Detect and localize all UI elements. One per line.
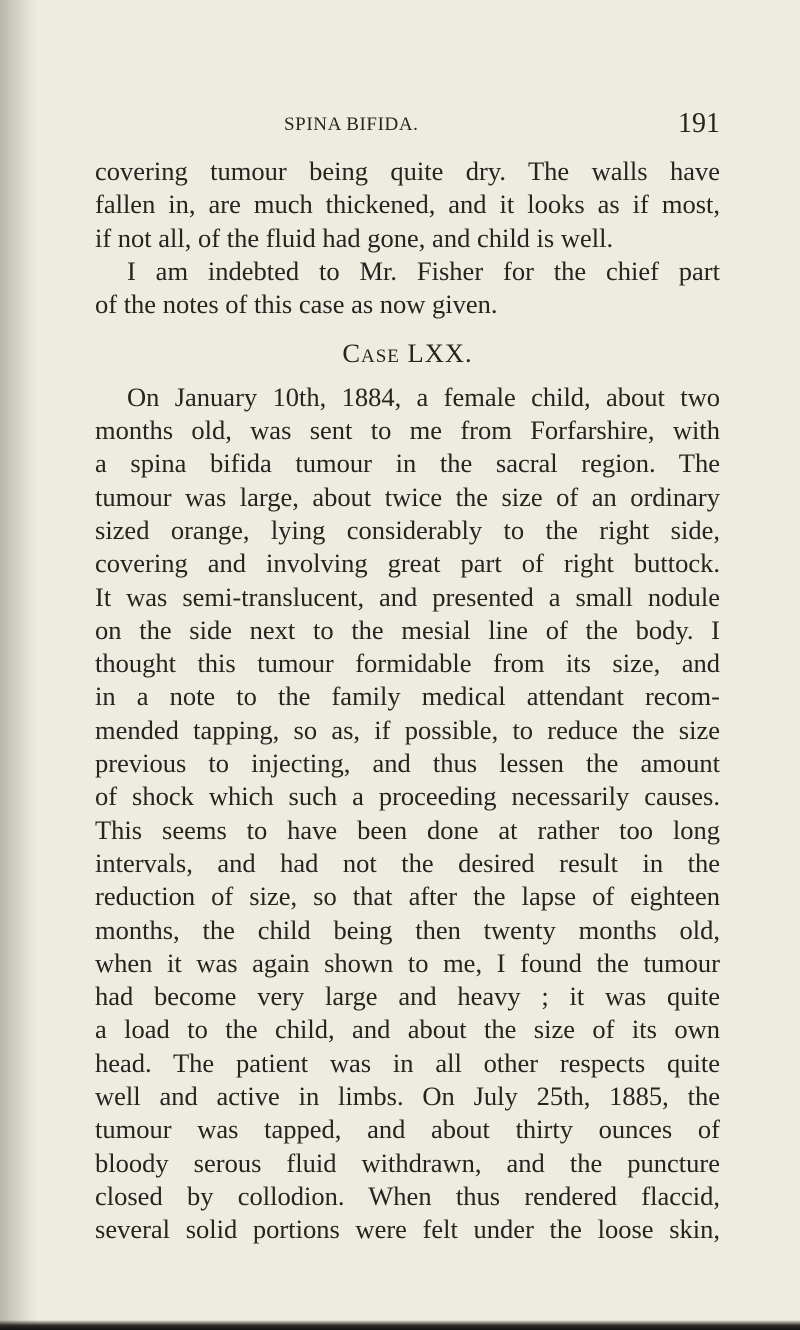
page-bottom-edge (0, 1320, 800, 1330)
text-line: a spina bifida tumour in the sacral region. The (95, 448, 720, 479)
text-line: on the side next to the mesial line of the body. I (95, 614, 720, 645)
text-line: when it was again shown to me, I found the tumour (95, 947, 720, 978)
text-line: several solid portions were felt under the loose skin, (95, 1214, 720, 1245)
text-line: tumour was tapped, and about thirty ounces of (95, 1114, 720, 1145)
text-line: months old, was sent to me from Forfarshire, with (95, 415, 720, 446)
running-title: SPINA BIFIDA. (284, 114, 419, 135)
text-line: This seems to have been done at rather too long (95, 814, 720, 845)
text-line: a load to the child, and about the size of its own (95, 1014, 720, 1045)
text-line: covering and involving great part of right buttock. (95, 548, 720, 579)
body-text (95, 155, 720, 1247)
text-line: had become very large and heavy ; it was quite (95, 981, 720, 1012)
text-line: It was semi-translucent, and presented a small nodule (95, 581, 720, 612)
text-line: previous to injecting, and thus lessen the amount (95, 748, 720, 779)
text-line: On January 10th, 1884, a female child, about two (127, 381, 720, 412)
text-line: months, the child being then twenty months old, (95, 914, 720, 945)
running-head (95, 108, 720, 142)
page-number: 191 (678, 108, 720, 139)
text-line: tumour was large, about twice the size of an ordinary (95, 481, 720, 512)
text-line: I am indebted to Mr. Fisher for the chief part (127, 255, 720, 286)
text-line: mended tapping, so as, if possible, to reduce the size (95, 714, 720, 745)
text-line: if not all, of the fluid had gone, and child is well. (95, 222, 614, 253)
text-line: sized orange, lying considerably to the right side, (95, 514, 720, 545)
text-line: reduction of size, so that after the lapse of eighteen (95, 881, 720, 912)
text-line: covering tumour being quite dry. The walls have (95, 156, 720, 186)
text-line: bloody serous fluid withdrawn, and the puncture (95, 1147, 720, 1178)
text-line: intervals, and had not the desired result in the (95, 847, 720, 878)
text-line: closed by collodion. When thus rendered flaccid, (95, 1180, 720, 1211)
text-line: thought this tumour formidable from its size, and (95, 648, 720, 679)
text-line: well and active in limbs. On July 25th, 1885, the (95, 1081, 720, 1112)
text-line: of the notes of this case as now given. (95, 289, 498, 320)
text-line: fallen in, are much thickened, and it looks as if most, (95, 189, 720, 220)
text-line: head. The patient was in all other respects quite (95, 1047, 720, 1078)
page-binding-shadow (0, 0, 38, 1330)
text-line: of shock which such a proceeding necessarily causes. (95, 781, 720, 812)
case-heading: Case LXX. (342, 338, 473, 369)
text-line: in a note to the family medical attendant recom- (95, 681, 720, 712)
